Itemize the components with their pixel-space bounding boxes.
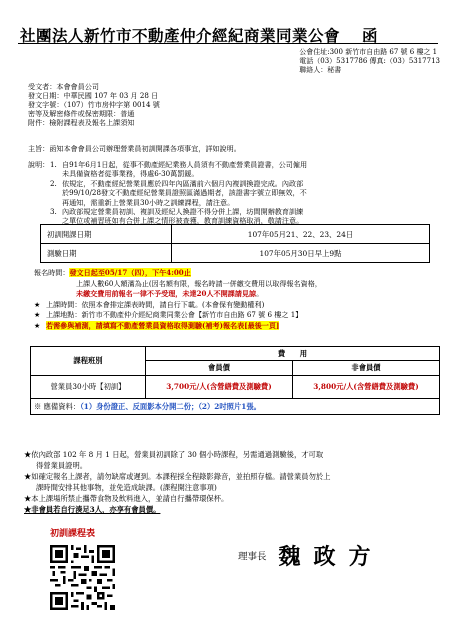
chairman-title: 理事長 — [238, 551, 267, 563]
table-row — [41, 244, 430, 263]
nonmember-price: 3,800元/人(含營繕費及測驗費) — [293, 376, 440, 399]
meta-block — [28, 82, 160, 127]
item-text: 自91年6月1日起，從事不動產經紀業務人員須有不動產營業員證書，公司僱用 — [62, 160, 308, 169]
note-line: ★依內政部 102 年 8 月 1 日起，營業員初訓除了 30 個小時課程，另需通過測驗後，才可取 — [24, 450, 324, 459]
col-member: 會員價 — [146, 361, 293, 376]
contact-person: 聯絡人：秘書 — [299, 66, 342, 75]
registration-label: 報名時間： — [34, 268, 70, 277]
docs-required: （1）身份證正、反面影本分開二份；（2）2吋照片1張。 — [80, 401, 261, 411]
schedule-table — [40, 224, 430, 263]
note-line: ★如確定報名上課者，請勿缺席或遲到。本課程採全程錄影錄音，並拍照存檔。請營業員勿於上 — [24, 472, 331, 481]
table-row — [31, 347, 440, 361]
item-text: 內政部規定營業員初訓、複訓及經紀人換證不得分併上課，坊間開辦教育訓練 — [62, 207, 304, 217]
item-text: 於99/10/28發文不動產經紀營業員證照區滿過期者，該證書字號立即無效，不 — [62, 188, 307, 198]
explanation-label: 說明： — [28, 160, 50, 169]
contact-phone: 電話（03）5317786 傳真:（03）5317713 — [299, 57, 440, 66]
security-level: 密等及解密條件或保密期限：普通 — [28, 109, 135, 119]
item-number: 3. — [50, 207, 57, 217]
docs-label: ※ 應備資料： — [34, 401, 81, 411]
course-name: 營業員30小時【初訓】 — [31, 376, 146, 399]
registration-line1: 上課人數60人額滿為止(因名額有限，報名時請一併繳交費用以取得報名資格， — [76, 278, 322, 288]
item-text: 依規定，不動產經紀營業員應於四年內區滿前六個月內複訓換證完成。內政部 — [62, 178, 304, 188]
col-fee: 費 用 — [146, 347, 440, 361]
title-rule — [18, 43, 438, 44]
member-price: 3,700元/人(含營繕費及測驗費) — [146, 376, 293, 399]
contact-address: 公會住址:300 新竹市自由路 67 號 6 樓之 1 — [299, 48, 438, 56]
signature-block — [238, 540, 384, 571]
registration-line2-end: 。 — [256, 289, 264, 299]
note-line: 課時間安排其他事物，並免造成缺課。(課程開注意事項) — [36, 483, 217, 492]
item-text: 未具備資格者從事業務，得處6-30萬罰鍰。 — [62, 169, 199, 179]
class-time: 上課時間：依照本會排定課表時間，請自行下載。(本會保有變動權利) — [46, 299, 265, 309]
star-icon: ★ — [34, 320, 41, 330]
recipient: 受文者：本會會員公司 — [28, 82, 99, 91]
table-row — [31, 376, 440, 399]
star-icon: ★ — [34, 310, 41, 320]
doc-number: 發文字號：（107）竹市房仲字第 0014 號 — [28, 100, 160, 110]
item-number: 2. — [50, 178, 57, 188]
doc-type: 函 — [362, 26, 379, 45]
qr-code-icon[interactable] — [50, 545, 115, 610]
fee-table — [30, 346, 440, 415]
schedule-value: 107年05月21、22、23、24日 — [172, 225, 430, 244]
schedule-label: 測驗日期 — [41, 244, 172, 263]
org-name: 社團法人新竹市不動產仲介經紀商業同業公會 — [20, 26, 341, 45]
table-row — [31, 399, 440, 415]
schedule-label: 初訓開課日期 — [41, 225, 172, 244]
contact-block — [299, 48, 440, 76]
item-text: 之單位或補習班如有合併上課之情形被查獲，教育訓練資格取消，敬請注意。 — [62, 216, 304, 226]
schedule-value: 107年05月30日早上9點 — [172, 244, 430, 263]
notes-block — [24, 449, 442, 515]
lesson-schedule-title: 初訓課程表 — [50, 529, 96, 539]
note-line: ★非會員若自行湊足3人，亦享有會員價。 — [24, 505, 161, 514]
class-location: 上課地點：新竹市不動產仲介經紀商業同業公會【新竹市自由路 67 號 6 樓之 1】 — [46, 310, 303, 320]
note-line: 得營業員證明。 — [36, 461, 88, 470]
table-row — [41, 225, 430, 244]
explanation-block — [28, 160, 438, 226]
chairman-name: 魏政方 — [278, 544, 384, 570]
registration-period: 發文日起至05/17（四），下午4:00止 — [69, 268, 191, 277]
attachment: 附件：檢附課程表及報名上課須知 — [28, 118, 135, 128]
star-icon: ★ — [34, 299, 41, 309]
col-course: 課程班別 — [31, 347, 146, 376]
subject-line: 主旨：函知本會會員公司辦理營業員初訓開課各項事宜，詳如說明。 — [28, 144, 241, 153]
item-number: 1. — [50, 160, 57, 169]
makeup-exam-note: 若需參與補測，請填寫不動產營業員資格取得測驗(補考)報名表[最後一頁] — [46, 320, 280, 330]
registration-warning: 未繳交費用前報名一律不予受理，未達20人不開課請見諒 — [76, 289, 257, 299]
registration-block — [34, 268, 439, 332]
col-nonmember: 非會員價 — [293, 361, 440, 376]
issue-date: 發文日期：中華民國 107 年 03 月 28 日 — [28, 91, 159, 101]
item-text: 再通知，需重新上營業員30小時之訓練課程，請注意。 — [62, 197, 235, 207]
note-line: ★本上課場所禁止攜帶食物及飲料進入，並請自行攜帶環保杯。 — [24, 494, 229, 503]
